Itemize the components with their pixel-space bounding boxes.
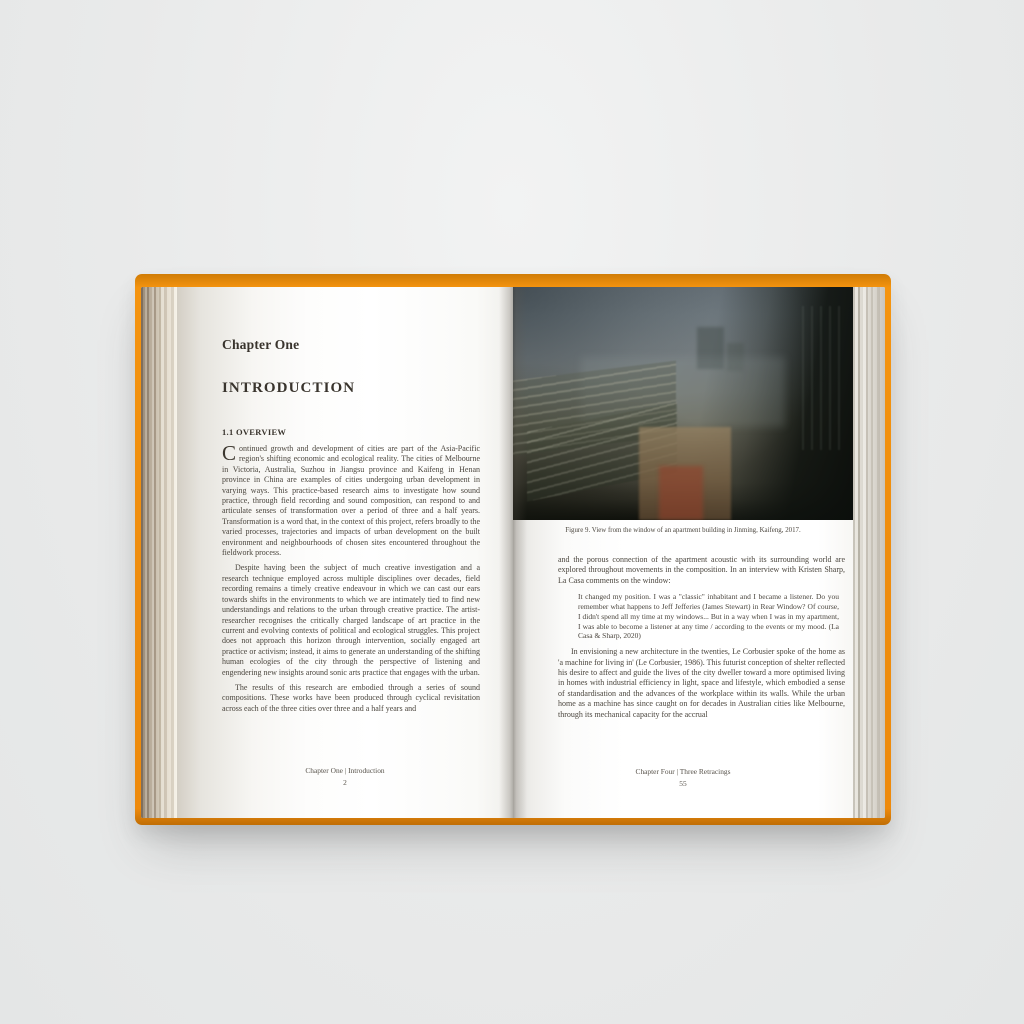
right-paragraph-1: and the porous connection of the apartment acoustic with its surrounding world are explored throughout movements in the composition. In an interview with Kristen Sharp, La Casa comments on the window:: [558, 555, 845, 585]
left-page: [141, 287, 513, 818]
left-paragraph-3: The results of this research are embodied through a series of sound compositions. These works have been produced through cyclical revisitation across each of the three cities over three and a half years and: [222, 682, 480, 713]
photo-window-glints: [802, 306, 846, 450]
right-page-number: 55: [679, 779, 687, 788]
right-page: [513, 287, 885, 818]
drop-cap: C: [222, 441, 237, 465]
page-edges-right: [853, 287, 885, 818]
left-paragraph-2: Despite having been the subject of much creative investigation and a research technique employed across multiple disciplines over decades, field recording remains a timely creative endeavour in which we can cast our ears towards shifts in the environments to which we are intimately tied to find new understandings and relations to the urban through creative practice. The artist-researcher recognises the critically charged landscape of art practice in the current and evolving contexts of political and ecological struggles. This project does not approach this horizon through intervention, socially engaged art practice or activism; instead, it aims to generate an understanding of the shifting human ecologies of the city through the perspective of listening and engendering new insights around sonic arts practice that engages with the urban.: [222, 563, 480, 677]
left-body-copy: [222, 441, 480, 714]
figure-caption: Figure 9. View from the window of an apartment building in Jinming, Kaifeng, 2017.: [565, 527, 801, 534]
chapter-label: Chapter One: [222, 337, 300, 352]
block-quote: It changed my position. I was a "classic" inhabitant and I became a listener. Do you remember what happens to Jeff Jefferies (James Stewart) in Rear Window? Of course, I didn't spend all my time at my windows... But in a way when I was in my apartment, I was able to become a listener at any time / according to the events or my mood. (La Casa & Sharp, 2020): [578, 592, 839, 641]
right-running-footer: Chapter Four | Three Retracings: [635, 767, 731, 776]
photo-red-building-patch: [659, 466, 703, 520]
left-page-number: 2: [343, 778, 347, 787]
figure-photo: [513, 287, 853, 520]
page-edges-left: [141, 287, 177, 818]
left-page-content: [222, 287, 480, 818]
left-running-footer: Chapter One | Introduction: [305, 766, 385, 775]
left-paragraph-1-text: ontinued growth and development of cities are part of the Asia-Pacific region's shifting economic and ecological reality. The cities of Melbourne in Victoria, Australia, Suzhou in Jiangsu province and Kaifeng in Henan province in China are examples of cities undergoing urban development in varying ways. This practice-based research aims to investigate how sound practice, through field recording and sound composition, can respond to and articulate senses of transformation over a period of three and a half years. Transformation is a word that, in the context of this project, refers broadly to the varied processes, trajectories and impacts of urban development on the built environment and neighbourhoods of chosen sites encountered throughout the fieldwork process.: [222, 444, 480, 558]
right-body-copy: [558, 555, 845, 720]
book-spread: [141, 287, 885, 818]
section-heading: 1.1 OVERVIEW: [222, 427, 287, 437]
open-book: [135, 274, 891, 825]
left-paragraph-1: [222, 441, 480, 558]
page-title: INTRODUCTION: [222, 380, 356, 396]
right-paragraph-2: In envisioning a new architecture in the twenties, Le Corbusier spoke of the home as 'a machine for living in' (Le Corbusier, 1986). This futurist conception of shelter reflected his desire to affect and guide the lives of the city dweller toward a more optimised living in homes with industrial efficiency in light, space and lifestyle, which embodied a sense of standardisation and the advances of the workplace within its walls. While the urban home as a machine has since caught on for decades in Australian cities like Melbourne, through its mechanical capacity for the accrual: [558, 647, 845, 719]
